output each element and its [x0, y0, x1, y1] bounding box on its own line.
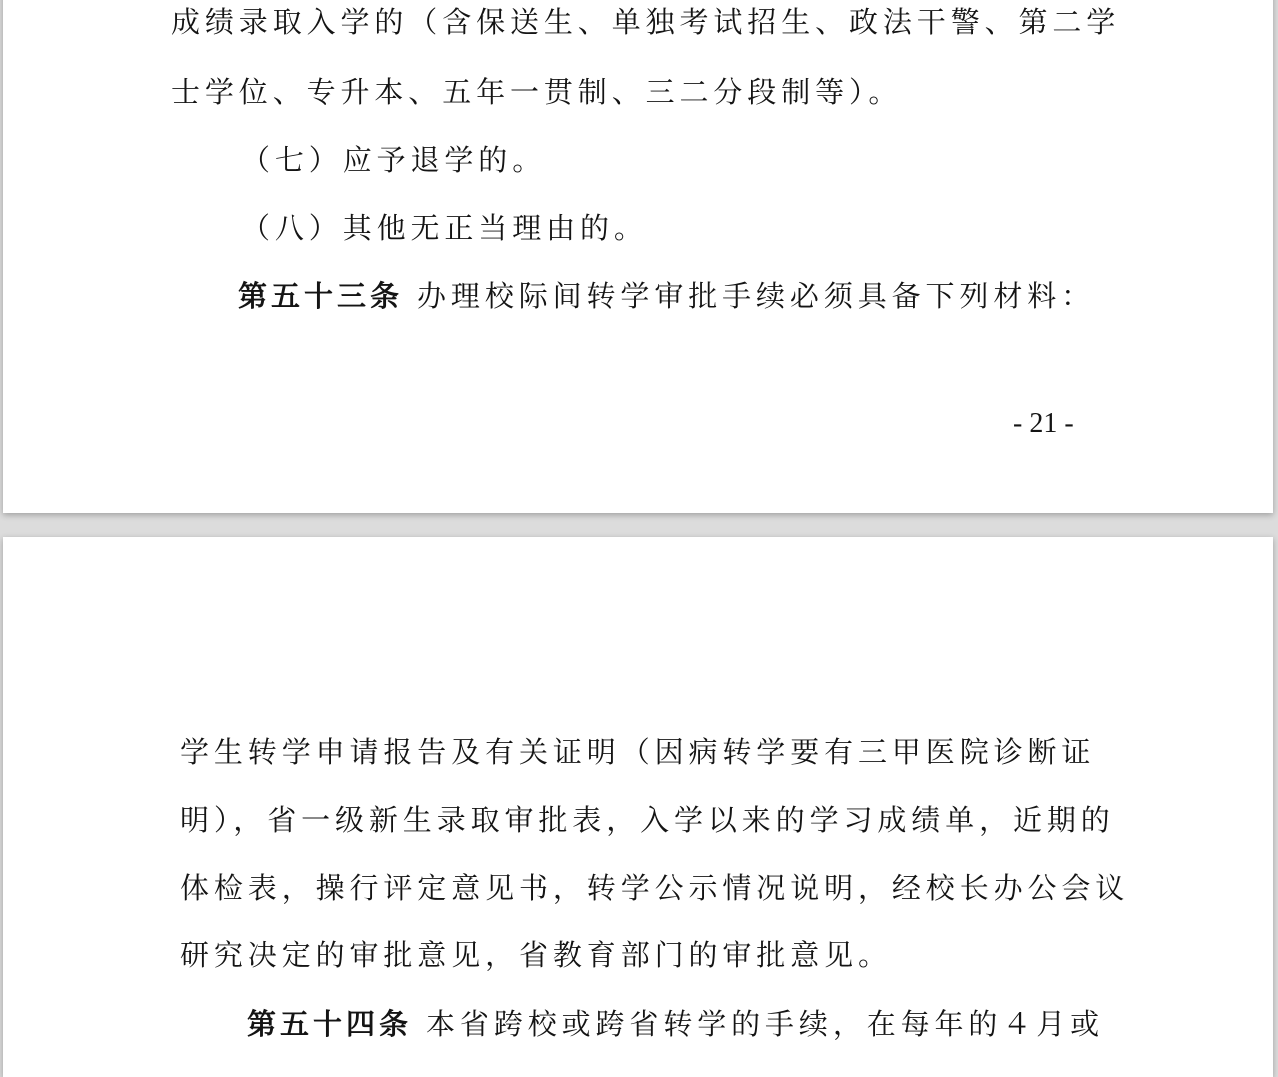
article-53-text: 办理校际间转学审批手续必须具备下列材料：: [417, 279, 1096, 313]
document-page-22: [3, 537, 1273, 1077]
paragraph-line-1: 学生转学申请报告及有关证明（因病转学要有三甲医院诊断证: [180, 735, 1096, 769]
article-53-heading: 第五十三条: [238, 279, 404, 313]
article-54-text: 本省跨校或跨省转学的手续，在每年的４月或: [426, 1007, 1105, 1041]
page-number: - 21 -: [1013, 408, 1074, 439]
article-54-heading: 第五十四条: [247, 1007, 413, 1041]
document-page-21: [3, 0, 1273, 513]
paragraph-line-4: 研究决定的审批意见，省教育部门的审批意见。: [180, 938, 892, 972]
paragraph-line-2: 明），省一级新生录取审批表，入学以来的学习成绩单，近期的: [180, 803, 1115, 837]
article-54: [247, 1004, 1104, 1044]
paragraph-line-1: 成绩录取入学的（含保送生、单独考试招生、政法干警、第二学: [171, 5, 1121, 39]
paragraph-line-3: 体检表，操行评定意见书，转学公示情况说明，经校长办公会议: [180, 871, 1130, 905]
list-item-7: （七）应予退学的。: [241, 143, 547, 177]
paragraph-line-2: 士学位、专升本、五年一贯制、三二分段制等）。: [171, 75, 903, 109]
article-53: [238, 276, 1095, 316]
list-item-8: （八）其他无正当理由的。: [241, 211, 648, 245]
